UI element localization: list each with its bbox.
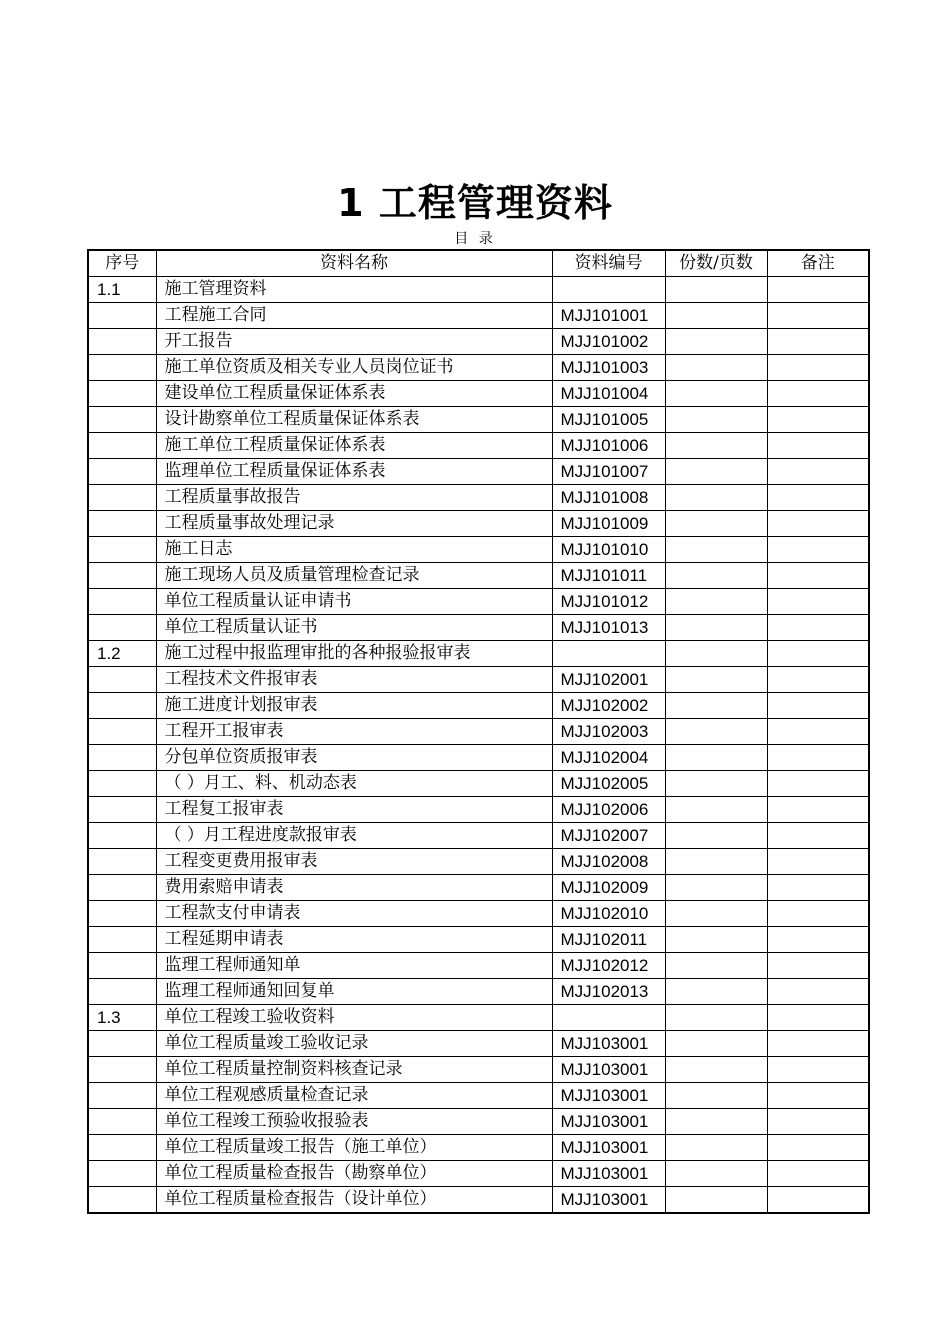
row-code-cell: MJJ103001	[552, 1031, 665, 1057]
row-note-cell	[767, 693, 869, 719]
header-code: 资料编号	[552, 250, 665, 277]
row-name-cell: 监理工程师通知回复单	[156, 979, 552, 1005]
row-seq-cell	[88, 537, 156, 563]
header-note: 备注	[767, 250, 869, 277]
table-row	[88, 953, 869, 979]
row-count-cell	[665, 329, 767, 355]
row-seq-cell: 1.1	[88, 277, 156, 303]
row-code-cell	[552, 277, 665, 303]
row-count-cell	[665, 875, 767, 901]
row-note-cell	[767, 563, 869, 589]
row-seq-cell	[88, 381, 156, 407]
row-note-cell	[767, 1135, 869, 1161]
table-row	[88, 407, 869, 433]
table-row	[88, 589, 869, 615]
row-code-cell: MJJ103001	[552, 1109, 665, 1135]
toc-table	[87, 249, 870, 1214]
row-count-cell	[665, 901, 767, 927]
row-name-cell: （ ）月工程进度款报审表	[156, 823, 552, 849]
table-row	[88, 927, 869, 953]
row-note-cell	[767, 771, 869, 797]
row-code-cell: MJJ102003	[552, 719, 665, 745]
row-name-cell: 施工过程中报监理审批的各种报验报审表	[156, 641, 552, 667]
row-count-cell	[665, 693, 767, 719]
row-name-cell: 单位工程竣工预验收报验表	[156, 1109, 552, 1135]
row-seq-cell	[88, 875, 156, 901]
row-count-cell	[665, 1135, 767, 1161]
row-code-cell: MJJ101009	[552, 511, 665, 537]
row-code-cell: MJJ102009	[552, 875, 665, 901]
row-name-cell: 施工单位工程质量保证体系表	[156, 433, 552, 459]
row-count-cell	[665, 1161, 767, 1187]
row-seq-cell	[88, 901, 156, 927]
row-seq-cell	[88, 927, 156, 953]
row-code-cell: MJJ103001	[552, 1083, 665, 1109]
row-code-cell: MJJ102012	[552, 953, 665, 979]
row-name-cell: 单位工程质量竣工验收记录	[156, 1031, 552, 1057]
row-name-cell: 工程技术文件报审表	[156, 667, 552, 693]
table-row	[88, 1135, 869, 1161]
row-count-cell	[665, 1057, 767, 1083]
row-name-cell: 单位工程质量认证申请书	[156, 589, 552, 615]
row-code-cell: MJJ101001	[552, 303, 665, 329]
row-name-cell: 施工现场人员及质量管理检查记录	[156, 563, 552, 589]
row-note-cell	[767, 927, 869, 953]
row-note-cell	[767, 511, 869, 537]
row-count-cell	[665, 771, 767, 797]
row-count-cell	[665, 537, 767, 563]
row-code-cell	[552, 641, 665, 667]
table-row	[88, 277, 869, 303]
row-note-cell	[767, 1031, 869, 1057]
row-note-cell	[767, 849, 869, 875]
row-name-cell: （ ）月工、料、机动态表	[156, 771, 552, 797]
row-name-cell: 开工报告	[156, 329, 552, 355]
table-row	[88, 511, 869, 537]
row-seq-cell: 1.3	[88, 1005, 156, 1031]
row-name-cell: 工程变更费用报审表	[156, 849, 552, 875]
table-row	[88, 745, 869, 771]
row-name-cell: 工程开工报审表	[156, 719, 552, 745]
row-code-cell: MJJ101013	[552, 615, 665, 641]
row-code-cell: MJJ102006	[552, 797, 665, 823]
row-name-cell: 单位工程竣工验收资料	[156, 1005, 552, 1031]
row-name-cell: 施工日志	[156, 537, 552, 563]
row-count-cell	[665, 1109, 767, 1135]
row-seq-cell	[88, 719, 156, 745]
row-seq-cell	[88, 979, 156, 1005]
table-row	[88, 693, 869, 719]
row-note-cell	[767, 381, 869, 407]
table-row	[88, 979, 869, 1005]
row-note-cell	[767, 1187, 869, 1214]
header-count: 份数/页数	[665, 250, 767, 277]
table-row	[88, 537, 869, 563]
row-seq-cell	[88, 667, 156, 693]
row-seq-cell	[88, 1161, 156, 1187]
row-name-cell: 设计勘察单位工程质量保证体系表	[156, 407, 552, 433]
row-count-cell	[665, 485, 767, 511]
table-row	[88, 1083, 869, 1109]
table-row	[88, 719, 869, 745]
table-row	[88, 355, 869, 381]
row-name-cell: 施工管理资料	[156, 277, 552, 303]
table-row	[88, 641, 869, 667]
row-code-cell: MJJ103001	[552, 1187, 665, 1214]
table-row	[88, 849, 869, 875]
table-row	[88, 459, 869, 485]
row-count-cell	[665, 563, 767, 589]
row-name-cell: 工程款支付申请表	[156, 901, 552, 927]
row-seq-cell	[88, 849, 156, 875]
row-count-cell	[665, 1187, 767, 1214]
row-note-cell	[767, 823, 869, 849]
row-count-cell	[665, 745, 767, 771]
row-count-cell	[665, 641, 767, 667]
row-seq-cell	[88, 693, 156, 719]
row-code-cell: MJJ102010	[552, 901, 665, 927]
table-row	[88, 771, 869, 797]
row-note-cell	[767, 667, 869, 693]
row-name-cell: 分包单位资质报审表	[156, 745, 552, 771]
table-row	[88, 381, 869, 407]
row-code-cell: MJJ102005	[552, 771, 665, 797]
table-row	[88, 303, 869, 329]
row-seq-cell	[88, 329, 156, 355]
row-name-cell: 工程质量事故处理记录	[156, 511, 552, 537]
table-row	[88, 1031, 869, 1057]
row-count-cell	[665, 979, 767, 1005]
row-name-cell: 单位工程质量认证书	[156, 615, 552, 641]
row-code-cell: MJJ101010	[552, 537, 665, 563]
table-row	[88, 615, 869, 641]
row-count-cell	[665, 407, 767, 433]
row-seq-cell	[88, 953, 156, 979]
row-count-cell	[665, 719, 767, 745]
row-count-cell	[665, 589, 767, 615]
table-row	[88, 797, 869, 823]
row-code-cell: MJJ101003	[552, 355, 665, 381]
row-code-cell: MJJ103001	[552, 1057, 665, 1083]
row-seq-cell	[88, 563, 156, 589]
row-seq-cell	[88, 1135, 156, 1161]
row-seq-cell	[88, 1187, 156, 1214]
row-seq-cell: 1.2	[88, 641, 156, 667]
table-row	[88, 1057, 869, 1083]
row-code-cell: MJJ102004	[552, 745, 665, 771]
row-note-cell	[767, 433, 869, 459]
row-note-cell	[767, 875, 869, 901]
row-name-cell: 工程施工合同	[156, 303, 552, 329]
row-note-cell	[767, 719, 869, 745]
row-note-cell	[767, 641, 869, 667]
row-code-cell: MJJ102001	[552, 667, 665, 693]
row-count-cell	[665, 303, 767, 329]
row-count-cell	[665, 615, 767, 641]
row-count-cell	[665, 459, 767, 485]
row-count-cell	[665, 355, 767, 381]
row-note-cell	[767, 1005, 869, 1031]
row-count-cell	[665, 1031, 767, 1057]
row-note-cell	[767, 615, 869, 641]
row-code-cell: MJJ101012	[552, 589, 665, 615]
row-code-cell: MJJ101006	[552, 433, 665, 459]
row-name-cell: 施工单位资质及相关专业人员岗位证书	[156, 355, 552, 381]
row-seq-cell	[88, 745, 156, 771]
row-name-cell: 单位工程观感质量检查记录	[156, 1083, 552, 1109]
row-code-cell: MJJ101007	[552, 459, 665, 485]
row-seq-cell	[88, 1057, 156, 1083]
row-code-cell: MJJ101011	[552, 563, 665, 589]
row-note-cell	[767, 745, 869, 771]
row-code-cell: MJJ102002	[552, 693, 665, 719]
row-note-cell	[767, 537, 869, 563]
row-name-cell: 单位工程质量竣工报告（施工单位）	[156, 1135, 552, 1161]
row-seq-cell	[88, 589, 156, 615]
row-code-cell	[552, 1005, 665, 1031]
row-code-cell: MJJ101002	[552, 329, 665, 355]
row-seq-cell	[88, 1031, 156, 1057]
row-name-cell: 单位工程质量控制资料核查记录	[156, 1057, 552, 1083]
row-name-cell: 工程质量事故报告	[156, 485, 552, 511]
row-count-cell	[665, 823, 767, 849]
row-seq-cell	[88, 407, 156, 433]
row-seq-cell	[88, 355, 156, 381]
row-note-cell	[767, 589, 869, 615]
row-code-cell: MJJ102011	[552, 927, 665, 953]
row-code-cell: MJJ101008	[552, 485, 665, 511]
table-row	[88, 1109, 869, 1135]
row-code-cell: MJJ103001	[552, 1161, 665, 1187]
row-count-cell	[665, 667, 767, 693]
row-name-cell: 工程延期申请表	[156, 927, 552, 953]
row-count-cell	[665, 433, 767, 459]
row-seq-cell	[88, 797, 156, 823]
header-row	[88, 250, 869, 277]
row-note-cell	[767, 953, 869, 979]
row-name-cell: 费用索赔申请表	[156, 875, 552, 901]
row-note-cell	[767, 1083, 869, 1109]
row-seq-cell	[88, 433, 156, 459]
row-count-cell	[665, 277, 767, 303]
document-title: 1 工程管理资料	[337, 181, 613, 225]
row-seq-cell	[88, 823, 156, 849]
row-note-cell	[767, 1057, 869, 1083]
row-count-cell	[665, 953, 767, 979]
row-code-cell: MJJ102013	[552, 979, 665, 1005]
row-count-cell	[665, 797, 767, 823]
row-name-cell: 工程复工报审表	[156, 797, 552, 823]
row-name-cell: 单位工程质量检查报告（勘察单位）	[156, 1161, 552, 1187]
table-row	[88, 485, 869, 511]
row-name-cell: 施工进度计划报审表	[156, 693, 552, 719]
row-note-cell	[767, 1109, 869, 1135]
table-row	[88, 1187, 869, 1214]
table-row	[88, 563, 869, 589]
row-seq-cell	[88, 615, 156, 641]
row-seq-cell	[88, 511, 156, 537]
row-note-cell	[767, 329, 869, 355]
table-row	[88, 433, 869, 459]
table-row	[88, 875, 869, 901]
header-seq: 序号	[88, 250, 156, 277]
row-seq-cell	[88, 771, 156, 797]
table-row	[88, 823, 869, 849]
row-code-cell: MJJ102008	[552, 849, 665, 875]
row-count-cell	[665, 511, 767, 537]
row-count-cell	[665, 1083, 767, 1109]
row-note-cell	[767, 407, 869, 433]
row-code-cell: MJJ103001	[552, 1135, 665, 1161]
row-seq-cell	[88, 459, 156, 485]
row-note-cell	[767, 277, 869, 303]
row-note-cell	[767, 1161, 869, 1187]
row-count-cell	[665, 849, 767, 875]
row-note-cell	[767, 979, 869, 1005]
row-name-cell: 单位工程质量检查报告（设计单位）	[156, 1187, 552, 1214]
row-name-cell: 建设单位工程质量保证体系表	[156, 381, 552, 407]
table-row	[88, 1005, 869, 1031]
row-seq-cell	[88, 1083, 156, 1109]
row-count-cell	[665, 1005, 767, 1031]
row-code-cell: MJJ102007	[552, 823, 665, 849]
row-note-cell	[767, 901, 869, 927]
row-name-cell: 监理工程师通知单	[156, 953, 552, 979]
table-row	[88, 901, 869, 927]
row-name-cell: 监理单位工程质量保证体系表	[156, 459, 552, 485]
row-note-cell	[767, 355, 869, 381]
row-code-cell: MJJ101005	[552, 407, 665, 433]
table-row	[88, 329, 869, 355]
row-count-cell	[665, 927, 767, 953]
row-seq-cell	[88, 1109, 156, 1135]
row-seq-cell	[88, 485, 156, 511]
table-row	[88, 1161, 869, 1187]
row-seq-cell	[88, 303, 156, 329]
row-note-cell	[767, 459, 869, 485]
table-row	[88, 667, 869, 693]
row-note-cell	[767, 797, 869, 823]
row-note-cell	[767, 485, 869, 511]
row-code-cell: MJJ101004	[552, 381, 665, 407]
header-name: 资料名称	[156, 250, 552, 277]
document-subtitle: 目 录	[454, 231, 496, 247]
row-note-cell	[767, 303, 869, 329]
row-count-cell	[665, 381, 767, 407]
